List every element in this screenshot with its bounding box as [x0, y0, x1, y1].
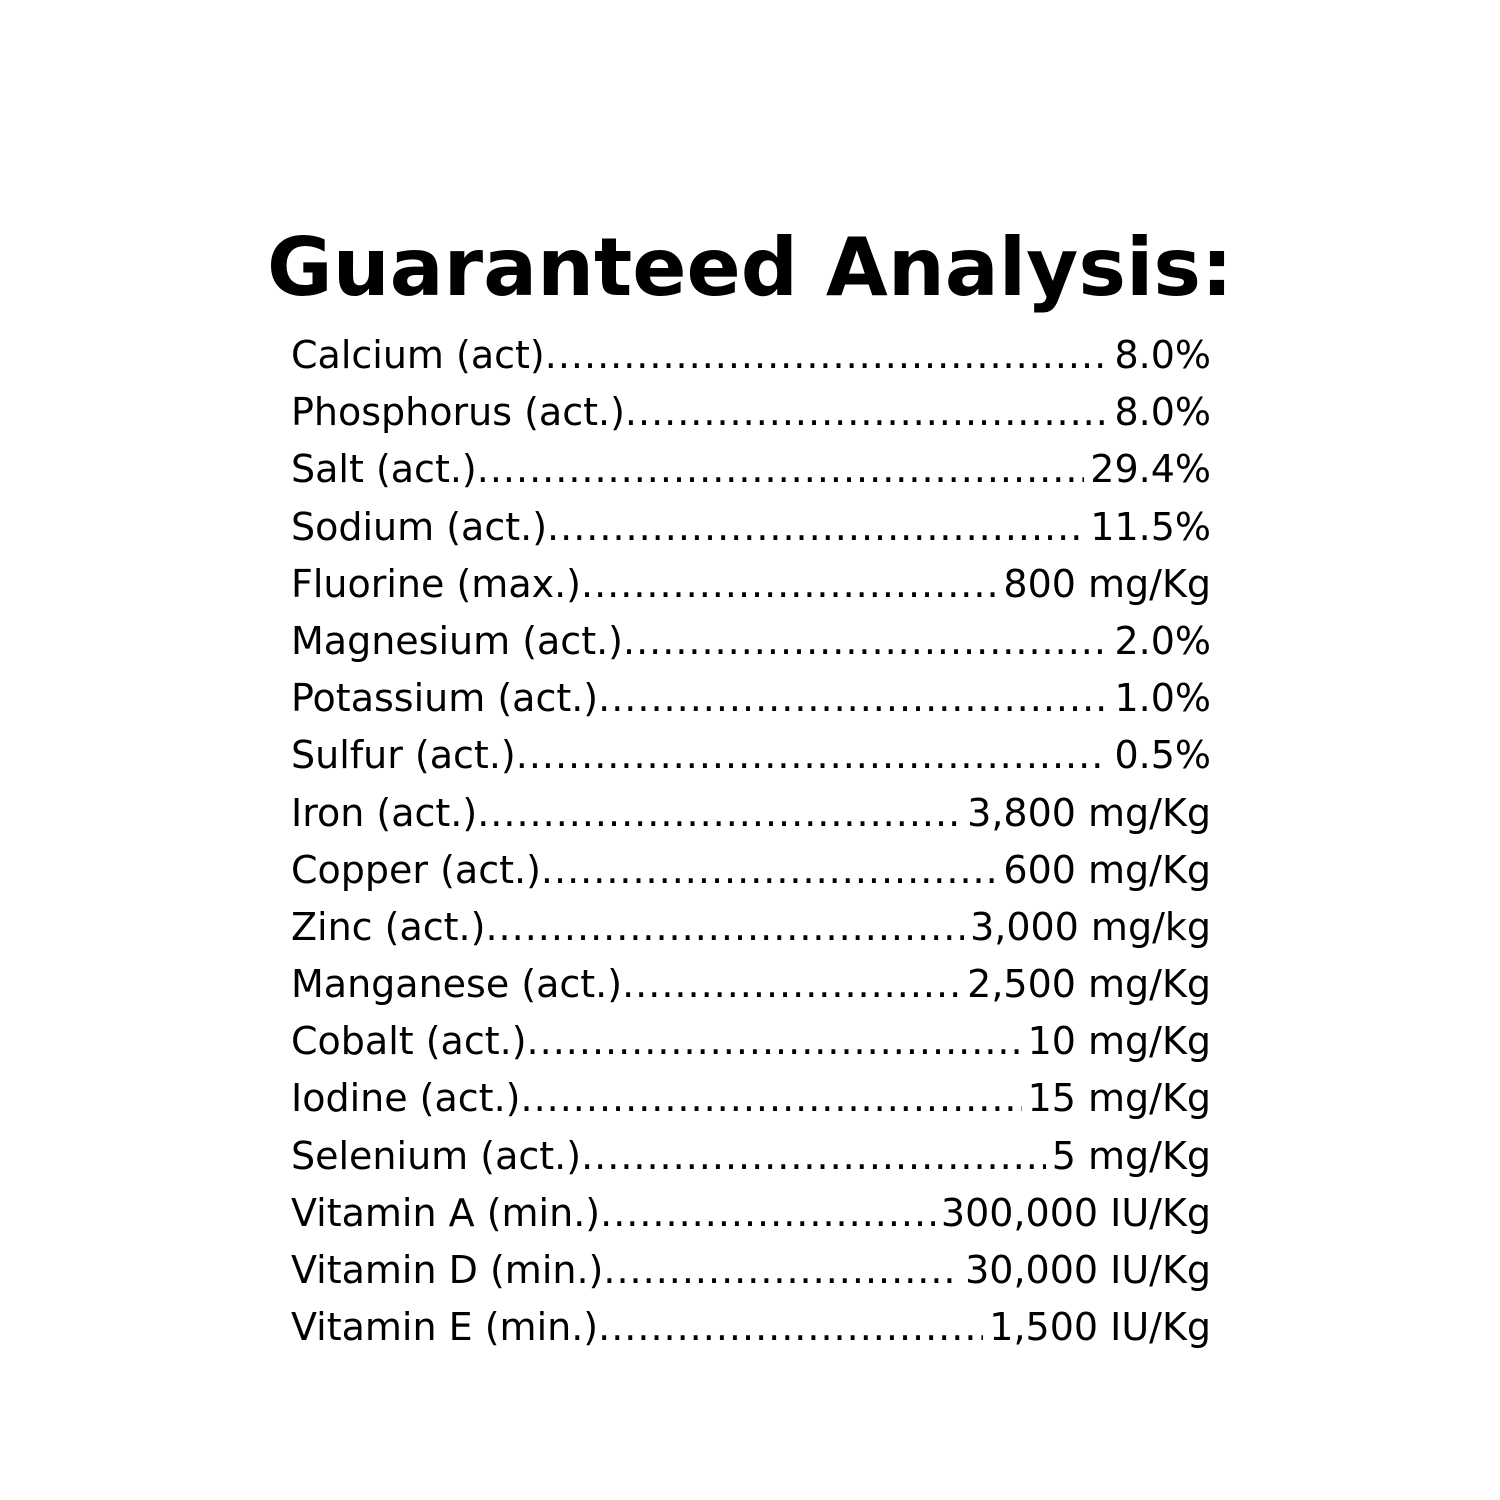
nutrient-value: 15 mg/Kg — [1027, 1076, 1211, 1121]
list-item — [291, 842, 1211, 899]
dot-leader — [477, 785, 961, 842]
dot-leader — [625, 384, 1109, 441]
dot-leader — [603, 1242, 959, 1299]
nutrient-value: 300,000 IU/Kg — [940, 1190, 1211, 1235]
list-item — [291, 670, 1211, 727]
dot-leader — [477, 441, 1085, 498]
nutrient-value: 600 mg/Kg — [1003, 847, 1211, 892]
nutrient-value: 8.0% — [1114, 390, 1211, 435]
dot-leader — [600, 1185, 935, 1242]
nutrient-value: 1,500 IU/Kg — [989, 1305, 1211, 1350]
dot-leader — [581, 1128, 1046, 1185]
nutrient-label: Fluorine (max.) — [291, 561, 581, 606]
list-item — [291, 785, 1211, 842]
nutrient-label: Iron (act.) — [291, 790, 478, 835]
nutrient-label: Vitamin E (min.) — [291, 1305, 599, 1350]
nutrient-value: 3,000 mg/kg — [970, 904, 1211, 949]
nutrient-value: 800 mg/Kg — [1003, 561, 1211, 606]
list-item — [291, 899, 1211, 956]
dot-leader — [598, 1299, 983, 1356]
nutrient-value: 0.5% — [1114, 733, 1211, 778]
nutrient-label: Salt (act.) — [291, 447, 477, 492]
dot-leader — [485, 899, 964, 956]
nutrient-label: Zinc (act.) — [291, 904, 486, 949]
nutrient-label: Selenium (act.) — [291, 1133, 582, 1178]
nutrient-label: Phosphorus (act.) — [291, 390, 625, 435]
list-item — [291, 556, 1211, 613]
nutrient-label: Sodium (act.) — [291, 504, 548, 549]
list-item — [291, 327, 1211, 384]
nutrient-label: Vitamin D (min.) — [291, 1248, 604, 1292]
nutrient-label: Iodine (act.) — [291, 1076, 521, 1121]
nutrient-value: 1.0% — [1114, 676, 1211, 721]
dot-leader — [623, 613, 1108, 670]
nutrient-label: Magnesium (act.) — [291, 618, 623, 663]
list-item — [291, 1185, 1211, 1242]
dot-leader — [598, 670, 1108, 727]
nutrient-value: 2,500 mg/Kg — [967, 962, 1211, 1007]
nutrient-label: Vitamin A (min.) — [291, 1190, 601, 1235]
list-item — [291, 1299, 1211, 1356]
page-title: Guaranteed Analysis: — [267, 221, 1233, 314]
nutrient-value: 29.4% — [1090, 447, 1211, 492]
list-item — [291, 1242, 1211, 1299]
list-item — [291, 1070, 1211, 1127]
nutrient-label: Cobalt (act.) — [291, 1019, 527, 1064]
nutrient-label: Calcium (act) — [291, 333, 545, 377]
dot-leader — [581, 556, 997, 613]
nutrient-value: 30,000 IU/Kg — [965, 1248, 1211, 1292]
list-item — [291, 1128, 1211, 1185]
list-item — [291, 613, 1211, 670]
dot-leader — [520, 1070, 1021, 1127]
list-item — [291, 727, 1211, 784]
dot-leader — [547, 499, 1084, 556]
dot-leader — [622, 956, 961, 1013]
analysis-list — [291, 327, 1211, 1356]
nutrient-label: Sulfur (act.) — [291, 733, 516, 778]
list-item — [291, 441, 1211, 498]
list-item — [291, 1013, 1211, 1070]
nutrient-value: 11.5% — [1090, 504, 1211, 549]
nutrient-label: Copper (act.) — [291, 847, 541, 892]
nutrient-value: 10 mg/Kg — [1027, 1019, 1211, 1064]
dot-leader — [541, 842, 997, 899]
nutrient-value: 5 mg/Kg — [1051, 1133, 1211, 1178]
list-item — [291, 499, 1211, 556]
nutrient-value: 2.0% — [1114, 618, 1211, 663]
dot-leader — [516, 727, 1109, 784]
dot-leader — [527, 1013, 1022, 1070]
nutrient-value: 8.0% — [1114, 333, 1211, 377]
list-item — [291, 384, 1211, 441]
nutrient-value: 3,800 mg/Kg — [967, 790, 1211, 835]
dot-leader — [545, 327, 1109, 384]
nutrient-label: Potassium (act.) — [291, 676, 599, 721]
list-item — [291, 956, 1211, 1013]
nutrient-label: Manganese (act.) — [291, 962, 623, 1007]
